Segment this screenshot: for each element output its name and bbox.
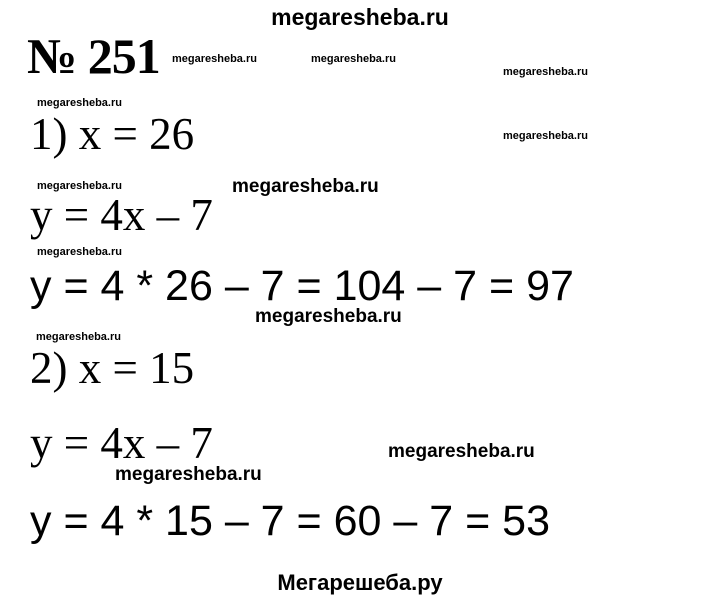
watermark-small: megaresheba.ru [503, 130, 588, 142]
watermark-small: megaresheba.ru [37, 246, 122, 258]
watermark-bottom: Мегарешеба.ру [277, 570, 443, 595]
part1-given: 1) x = 26 [30, 109, 195, 159]
watermark-small: megaresheba.ru [172, 53, 257, 65]
watermark-medium: megaresheba.ru [115, 464, 262, 485]
watermark-medium: megaresheba.ru [388, 441, 535, 462]
problem-number: № 251 [27, 28, 160, 84]
watermark-small: megaresheba.ru [311, 53, 396, 65]
part2-given: 2) x = 15 [30, 343, 195, 393]
watermark-medium: megaresheba.ru [232, 176, 379, 197]
part1-calculation: y = 4 * 26 – 7 = 104 – 7 = 97 [30, 262, 574, 310]
watermark-top: megaresheba.ru [271, 4, 449, 30]
part1-formula: y = 4x – 7 [30, 190, 213, 240]
watermark-small: megaresheba.ru [37, 97, 122, 109]
watermark-small: megaresheba.ru [36, 331, 121, 343]
watermark-medium: megaresheba.ru [255, 306, 402, 327]
part2-calculation: y = 4 * 15 – 7 = 60 – 7 = 53 [30, 497, 550, 545]
part2-formula: y = 4x – 7 [30, 418, 213, 468]
watermark-small: megaresheba.ru [503, 66, 588, 78]
watermark-small: megaresheba.ru [37, 180, 122, 192]
